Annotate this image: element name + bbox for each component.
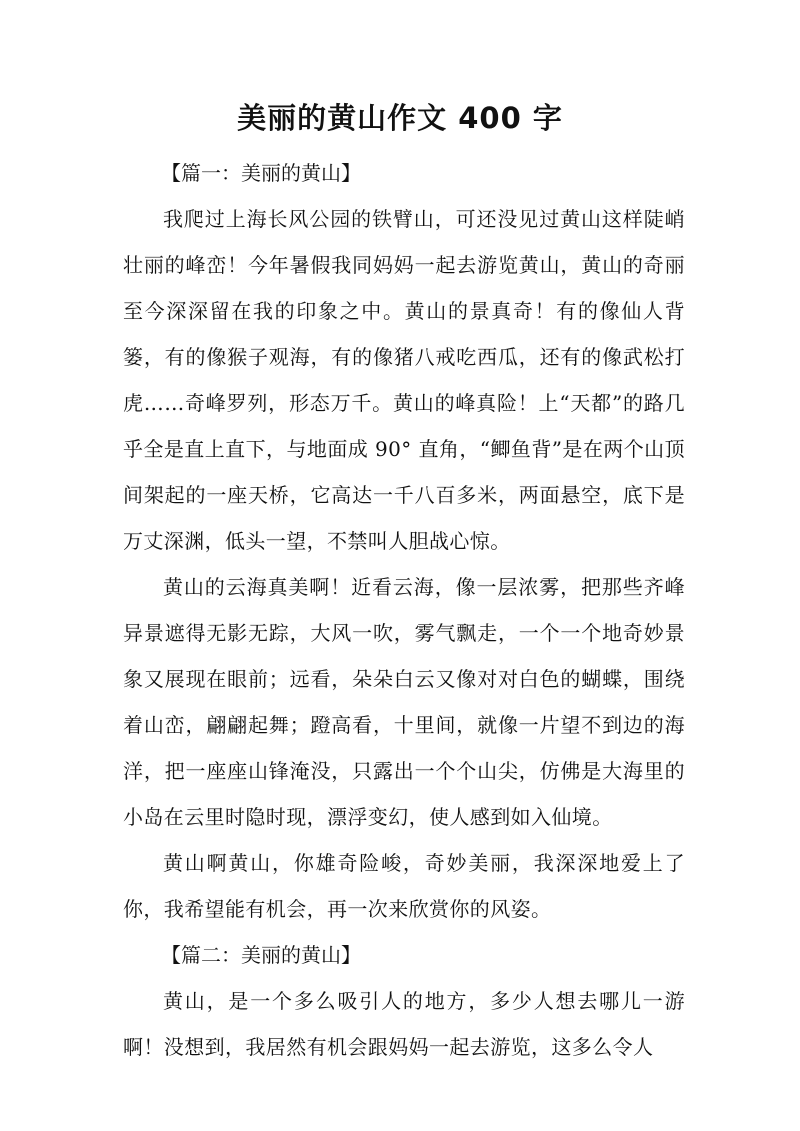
paragraph: 黄山，是一个多么吸引人的地方，多少人想去哪儿一游啊！没想到，我居然有机会跟妈妈一起去游览，这多么令人 [123,989,685,1059]
paragraph: 黄山的云海真美啊！近看云海，像一层浓雾，把那些齐峰异景遮得无影无踪，大风一吹，雾气飘走，一个一个地奇妙景象又展现在眼前；远看，朵朵白云又像对对白色的蝴蝶，围绕着山峦，翩翩起舞；蹬高看，十里间，就像一片望不到边的海洋，把一座座山锋淹没，只露出一个个山尖，仿佛是大海里的小岛在云里时隐时现，漂浮变幻，使人感到如入仙境。 [123,575,685,829]
paragraph: 我爬过上海长风公园的铁臂山，可还没见过黄山这样陡峭壮丽的峰峦！今年暑假我同妈妈一起去游览黄山，黄山的奇丽至今深深留在我的印象之中。黄山的景真奇！有的像仙人背篓，有的像猴子观海，有的像猪八戒吃西瓜，还有的像武松打虎……奇峰罗列，形态万千。黄山的峰真险！上“天都”的路几乎全是直上直下，与地面成 90° 直角，“鲫鱼背”是在两个山顶间架起的一座天桥，它高达一千八百多米，两面悬空，底下是万丈深渊，低头一望，不禁叫人胆战心惊。 [123,207,685,553]
document-title: 美丽的黄山作文 400 字 [237,101,563,135]
section-heading-2: 【篇二：美丽的黄山】 [161,943,361,967]
section-heading-1: 【篇一：美丽的黄山】 [161,161,361,185]
document-body [123,150,685,1070]
paragraph: 黄山啊黄山，你雄奇险峻，奇妙美丽，我深深地爱上了你，我希望能有机会，再一次来欣赏你的风姿。 [123,851,685,921]
